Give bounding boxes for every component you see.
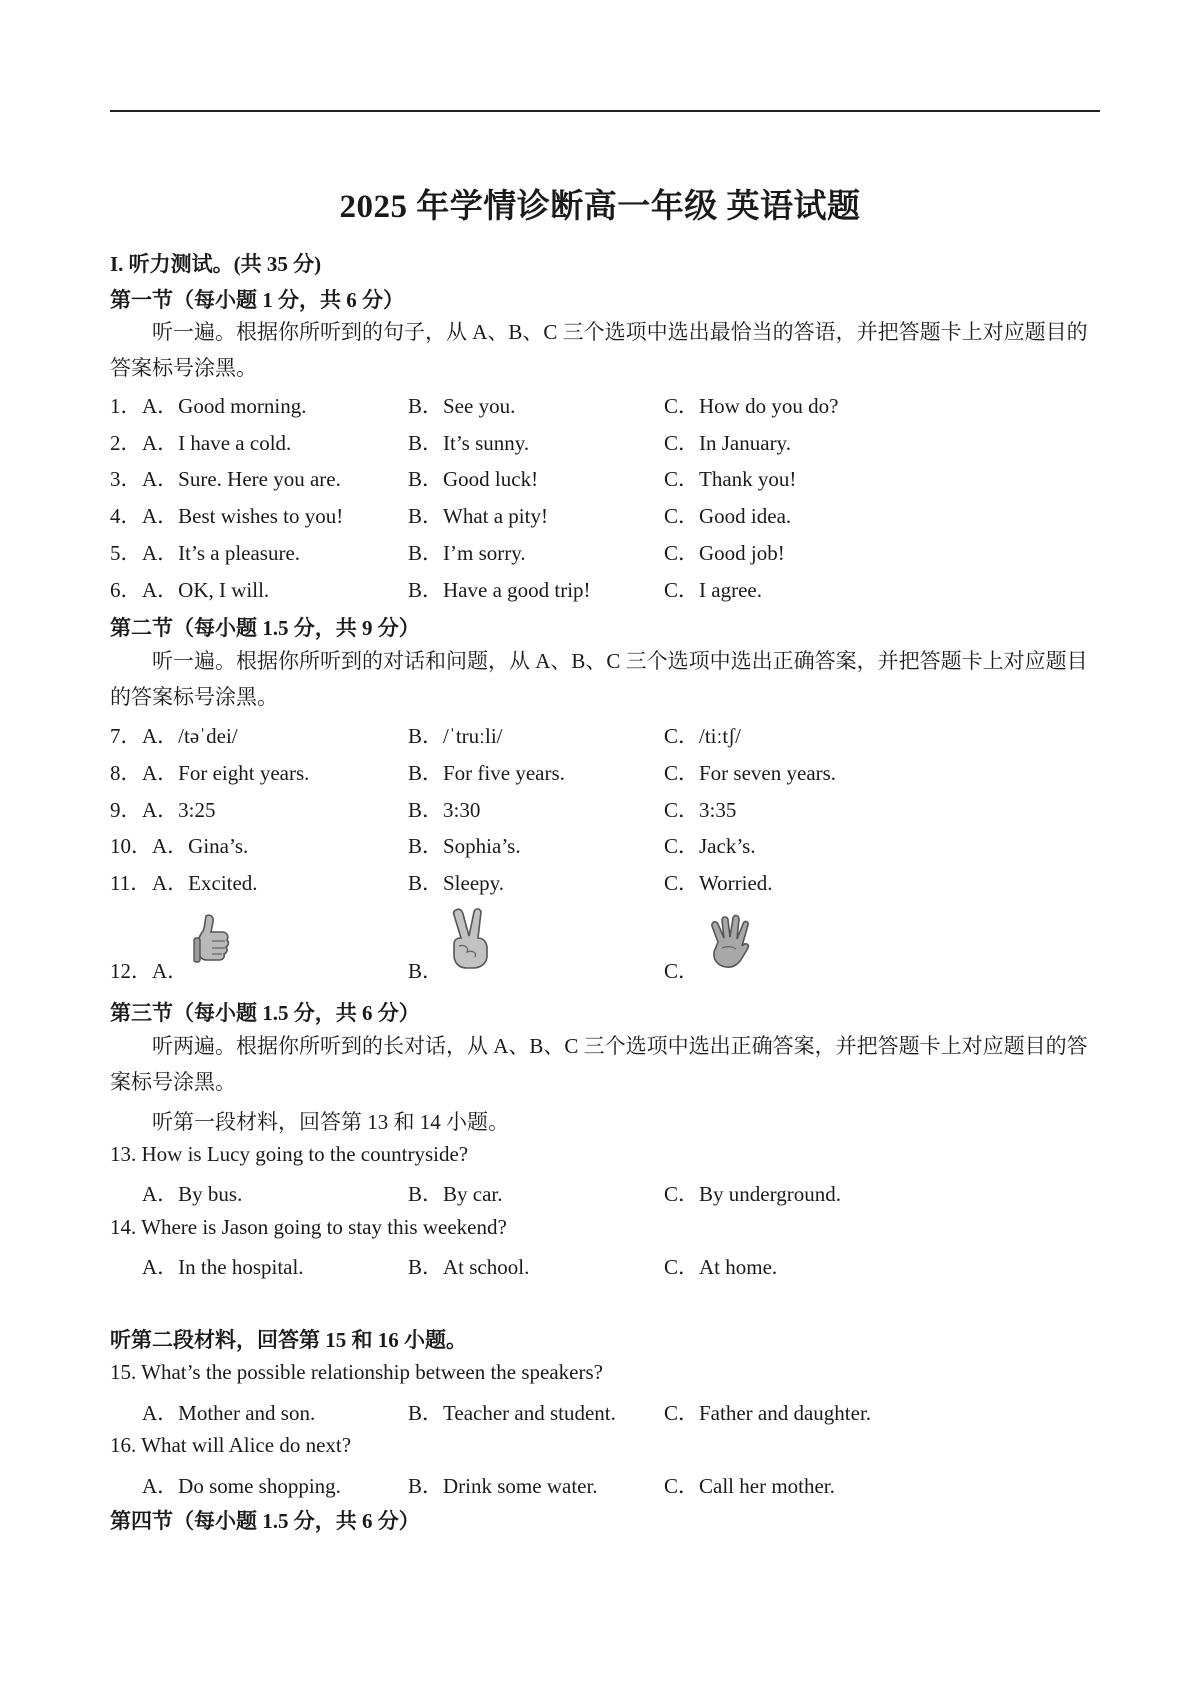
option-a: A．/təˈdei/ xyxy=(142,724,238,748)
question-row xyxy=(110,463,1100,499)
option-a: A．3:25 xyxy=(142,798,216,822)
option-c: C．Thank you! xyxy=(664,467,797,491)
option-b: B．At school. xyxy=(408,1255,530,1279)
option-c: C．Worried. xyxy=(664,871,773,895)
question-row xyxy=(110,390,1100,426)
option-a: A．Excited. xyxy=(152,871,258,895)
section4-heading: 第四节（每小题 1.5 分，共 6 分） xyxy=(110,1509,420,1533)
option-c: C．For seven years. xyxy=(664,761,837,785)
option-b: B．I’m sorry. xyxy=(408,541,526,565)
option-c: C．3:35 xyxy=(664,798,737,822)
question-number: 9． xyxy=(110,798,142,822)
question-number: 5． xyxy=(110,541,142,565)
question-row xyxy=(110,720,1100,756)
question-row xyxy=(110,830,1100,866)
option-a: A．I have a cold. xyxy=(142,431,292,455)
section1-heading: 第一节（每小题 1 分，共 6 分） xyxy=(110,288,404,312)
material1-note: 听第一段材料，回答第 13 和 14 小题。 xyxy=(152,1110,509,1134)
option-b: B．/ˈtruːli/ xyxy=(408,724,503,748)
option-a: A．OK, I will. xyxy=(142,578,270,602)
option-c: C．/tiːtʃ/ xyxy=(664,724,742,748)
option-b: B． xyxy=(408,959,444,983)
thumbs-up-icon xyxy=(192,912,232,968)
option-c: C．In January. xyxy=(664,431,791,455)
victory-hand-icon xyxy=(447,906,495,970)
option-a: A．Do some shopping. xyxy=(142,1474,341,1498)
question-number: 4． xyxy=(110,504,142,528)
option-a: A．Sure. Here you are. xyxy=(142,467,341,491)
header-rule xyxy=(110,110,1100,112)
option-a: A．Gina’s. xyxy=(152,834,249,858)
option-c: C．At home. xyxy=(664,1255,778,1279)
option-a: A．Mother and son. xyxy=(142,1401,316,1425)
question-row xyxy=(110,867,1100,903)
material2-note: 听第二段材料，回答第 15 和 16 小题。 xyxy=(110,1328,467,1352)
question-number: 3． xyxy=(110,467,142,491)
question-options xyxy=(110,1251,1100,1287)
option-c: C．Good idea. xyxy=(664,504,792,528)
option-c: C．How do you do? xyxy=(664,394,839,418)
question-row xyxy=(110,574,1100,610)
option-b: B．What a pity! xyxy=(408,504,548,528)
question-stem: 16. What will Alice do next? xyxy=(110,1433,352,1457)
question-row xyxy=(110,537,1100,573)
option-a: A． xyxy=(152,959,189,983)
question-options xyxy=(110,1178,1100,1214)
question-number: 6． xyxy=(110,578,142,602)
option-b: B．Have a good trip! xyxy=(408,578,591,602)
question-number: 2． xyxy=(110,431,142,455)
option-b: B．See you. xyxy=(408,394,516,418)
option-a: A．For eight years. xyxy=(142,761,310,785)
exam-title: 2025 年学情诊断高一年级 英语试题 xyxy=(339,189,861,225)
question-stem: 15. What’s the possible relationship between the speakers? xyxy=(110,1360,603,1384)
open-hand-icon xyxy=(702,912,754,970)
option-b: B．Drink some water. xyxy=(408,1474,598,1498)
section3-instructions: 听两遍。根据你所听到的长对话，从 A、B、C 三个选项中选出正确答案，并把答题卡上对应题目的答案标号涂黑。 xyxy=(110,1034,1088,1094)
option-a: A．By bus. xyxy=(142,1182,243,1206)
option-b: B．By car. xyxy=(408,1182,503,1206)
option-c: C． xyxy=(664,959,700,983)
question-row xyxy=(110,794,1100,830)
section3-heading: 第三节（每小题 1.5 分，共 6 分） xyxy=(110,1001,420,1025)
option-b: B．Sleepy. xyxy=(408,871,505,895)
option-c: C．Father and daughter. xyxy=(664,1401,872,1425)
section1-instructions: 听一遍。根据你所听到的句子，从 A、B、C 三个选项中选出最恰当的答语，并把答题卡上对应题目的答案标号涂黑。 xyxy=(110,320,1088,380)
section2-instructions: 听一遍。根据你所听到的对话和问题，从 A、B、C 三个选项中选出正确答案，并把答题卡上对应题目的答案标号涂黑。 xyxy=(110,649,1088,709)
option-c: C．Good job! xyxy=(664,541,785,565)
question-number: 11． xyxy=(110,871,152,895)
question-number: 8． xyxy=(110,761,142,785)
section2-heading: 第二节（每小题 1.5 分，共 9 分） xyxy=(110,616,420,640)
option-a: A．Good morning. xyxy=(142,394,307,418)
option-a: A．Best wishes to you! xyxy=(142,504,344,528)
question-row xyxy=(110,757,1100,793)
option-a: A．In the hospital. xyxy=(142,1255,304,1279)
option-c: C．I agree. xyxy=(664,578,762,602)
question-row xyxy=(110,427,1100,463)
option-b: B．3:30 xyxy=(408,798,481,822)
question-options xyxy=(110,1397,1100,1433)
option-c: C．Jack’s. xyxy=(664,834,756,858)
question-number: 12． xyxy=(110,959,152,983)
question-number: 7． xyxy=(110,724,142,748)
question-row xyxy=(110,500,1100,536)
option-c: C．By underground. xyxy=(664,1182,841,1206)
option-b: B．Teacher and student. xyxy=(408,1401,616,1425)
option-c: C．Call her mother. xyxy=(664,1474,835,1498)
option-a: A．It’s a pleasure. xyxy=(142,541,301,565)
question-number: 1． xyxy=(110,394,142,418)
question-stem: 13. How is Lucy going to the countryside? xyxy=(110,1142,469,1166)
option-b: B．Sophia’s. xyxy=(408,834,521,858)
question-row-12 xyxy=(110,955,1100,991)
option-b: B．Good luck! xyxy=(408,467,539,491)
part1-heading: I. 听力测试。(共 35 分) xyxy=(110,252,322,276)
question-stem: 14. Where is Jason going to stay this weekend? xyxy=(110,1215,507,1239)
question-number: 10． xyxy=(110,834,152,858)
option-b: B．For five years. xyxy=(408,761,565,785)
option-b: B．It’s sunny. xyxy=(408,431,530,455)
question-options xyxy=(110,1470,1100,1506)
